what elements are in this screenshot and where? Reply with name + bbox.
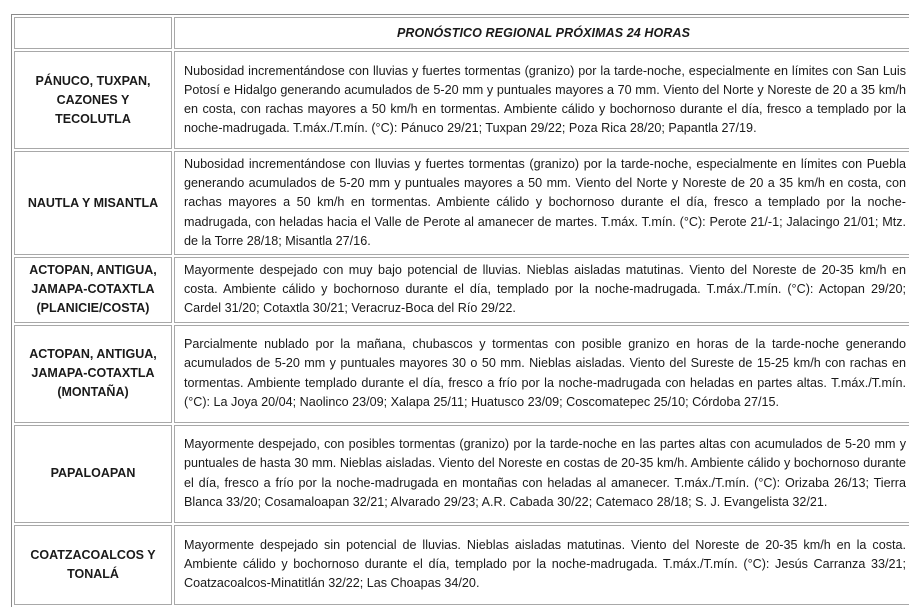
header-empty-cell	[14, 17, 172, 49]
region-name: PAPALOAPAN	[14, 425, 172, 523]
table-row	[14, 257, 909, 323]
region-forecast	[174, 51, 909, 149]
region-name: NAUTLA Y MISANTLA	[14, 151, 172, 255]
region-name: ACTOPAN, ANTIGUA, JAMAPA-COTAXTLA (PLANICIE/COSTA)	[14, 257, 172, 323]
header-row	[14, 17, 909, 49]
region-forecast	[174, 325, 909, 423]
forecast-text: Mayormente despejado con muy bajo potencial de lluvias. Nieblas aisladas matutinas. Viento del Noreste de 20-35 km/h en costa. Ambiente cálido y bochornoso durante el día, templado por la noche-madrugada. T.máx./T.mín. (°C): Actopan 29/20; Cardel 31/20; Cotaxtla 30/21; Veracruz-Boca del Río 29/22.	[184, 263, 906, 316]
region-forecast	[174, 151, 909, 255]
region-name: ACTOPAN, ANTIGUA, JAMAPA-COTAXTLA (MONTAÑA)	[14, 325, 172, 423]
forecast-text: Nubosidad incrementándose con lluvias y fuertes tormentas (granizo) por la tarde-noche, especialmente en límites con Puebla generando acumulados de 5-20 mm y puntuales mayores a 50 mm. Viento del Norte y Noreste de 20 a 35 km/h en costa, con rachas mayores a 50 km/h en tormentas. Ambiente cálido y bochornoso durante el día, fresco a templado por la noche-madrugada, con heladas hacia el Valle de Perote al amanecer de martes. T.máx. T.mín. (°C): Perote 21/-1; Jalacingo 21/01; Mtz. de la Torre 28/18; Misantla 27/16.	[184, 157, 906, 248]
region-name: PÁNUCO, TUXPAN, CAZONES Y TECOLUTLA	[14, 51, 172, 149]
regional-forecast-table	[12, 15, 909, 607]
forecast-text: Mayormente despejado, con posibles tormentas (granizo) por la tarde-noche en las partes altas con acumulados de 5-20 mm y puntuales de hasta 30 mm. Nieblas aisladas. Viento del Noreste en costas de 20-35 km/h. Ambiente cálido y bochornoso durante el día, fresco a frío por la noche-madrugada en montañas con heladas al amanecer. T.máx./T.mín. (°C): Orizaba 26/13; Tierra Blanca 33/20; Cosamaloapan 32/21; Alvarado 29/23; A.R. Cabada 30/22; Catemaco 28/18; S. J. Evangelista 32/21.	[184, 437, 906, 509]
region-name: COATZACOALCOS Y TONALÁ	[14, 525, 172, 605]
table-row	[14, 325, 909, 423]
forecast-text: Parcialmente nublado por la mañana, chubascos y tormentas con posible granizo en horas de la tarde-noche generando acumulados de 5-20 mm y puntuales mayores 30 o 50 mm. Nieblas aisladas. Viento del Sureste de 15-25 km/h con rachas en tormentas. Ambiente templado durante el día, fresco a frío por la noche-madrugada con heladas en partes altas. T.máx./T.mín. (°C): La Joya 20/04; Naolinco 23/09; Xalapa 25/11; Huatusco 23/09; Coscomatepec 25/10; Córdoba 27/15.	[184, 337, 906, 409]
forecast-text: Mayormente despejado sin potencial de lluvias. Nieblas aisladas matutinas. Viento del Noreste de 20-35 km/h en la costa. Ambiente cálido y bochornoso durante el día, templado por la noche-madrugada. T.máx./T.mín. (°C): Jesús Carranza 33/21; Coatzacoalcos-Minatitlán 32/22; Las Choapas 34/20.	[184, 537, 906, 591]
table-row	[14, 425, 909, 523]
forecast-text: Nubosidad incrementándose con lluvias y fuertes tormentas (granizo) por la tarde-noche, especialmente en límites con San Luis Potosí e Hidalgo generando acumulados de 5-20 mm y puntuales mayores a 70 mm. Viento del Norte y Noreste de 20 a 35 km/h en costa, con rachas mayores a 50 km/h en tormentas. Ambiente cálido y bochornoso durante el día, fresco a templado por la noche-madrugada. T.máx./T.mín. (°C): Pánuco 29/21; Tuxpan 29/22; Poza Rica 28/20; Papantla 27/19.	[184, 63, 906, 136]
table-row	[14, 525, 909, 605]
table-title: PRONÓSTICO REGIONAL PRÓXIMAS 24 HORAS	[174, 17, 909, 49]
table-row	[14, 51, 909, 149]
table-row	[14, 151, 909, 255]
region-forecast	[174, 257, 909, 323]
region-forecast	[174, 525, 909, 605]
region-forecast	[174, 425, 909, 523]
forecast-table-frame	[11, 14, 909, 607]
